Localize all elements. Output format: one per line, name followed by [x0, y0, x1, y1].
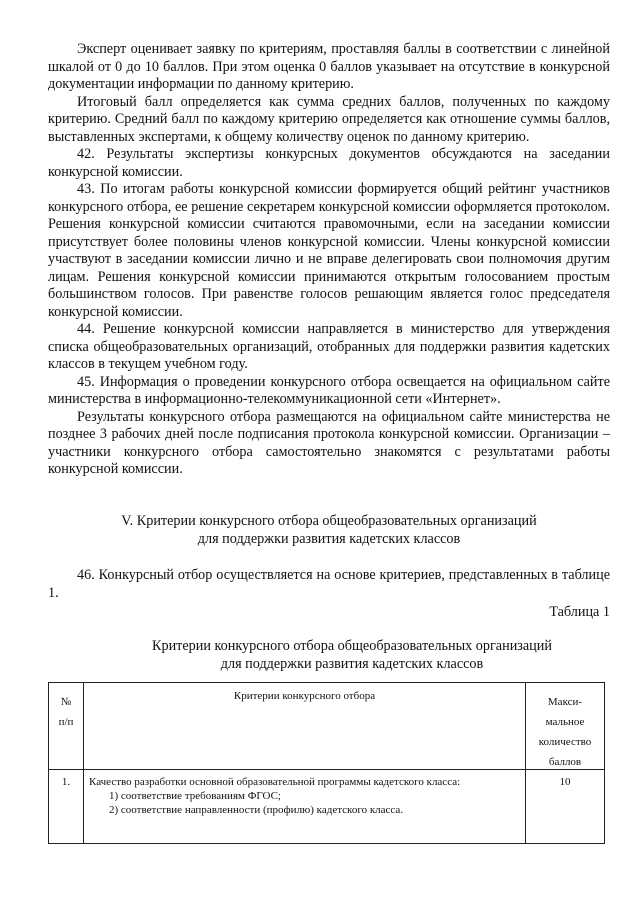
row-max-points	[526, 770, 605, 844]
header-number	[49, 683, 84, 770]
row-criterion-text: Качество разработки основной образовательной программы кадетского класса:	[89, 776, 461, 788]
header-number-line1: №	[60, 696, 72, 708]
criteria-table	[48, 682, 605, 844]
row-number-value: 1.	[61, 776, 71, 788]
row-max-points-value: 10	[559, 776, 571, 788]
paragraph-final-score: Итоговый балл определяется как сумма средних баллов, полученных по каждому критерию. Средний балл по каждому критерию определяется как отношение суммы баллов, выставленных экспертами, к общему количеству оценок по данному критерию.	[48, 93, 610, 145]
header-number-line2: п/п	[58, 716, 74, 728]
paragraph-46: 46. Конкурсный отбор осуществляется на основе критериев, представленных в таблице 1.	[48, 567, 610, 601]
table-header-row	[49, 683, 605, 770]
paragraph-43: 43. По итогам работы конкурсной комиссии формируется общий рейтинг участников конкурсного отбора, ее решение секретарем конкурсной комиссии оформляется протоколом. Решения конкурсной комиссии считаются правомочными, если на заседании комиссии присутствует более половины членов конкурсной комиссии. Члены конкурсной комиссии участвуют в заседании комиссии лично и не вправе делегировать свои полномочия другим лицам. Решения конкурсной комиссии принимаются открытым голосованием простым большинством голосов. При равенстве голосов решающим является голос председателя конкурсной комиссии.	[48, 181, 610, 320]
header-max-line2: мальное	[545, 716, 585, 728]
paragraph-scoring: Эксперт оценивает заявку по критериям, проставляя баллы в соответствии с линейной шкалой от 0 до 10 баллов. При этом оценка 0 баллов указывает на отсутствие в конкурсной документации информации по данному критерию.	[48, 41, 610, 92]
header-max-line1: Макси-	[547, 696, 583, 708]
table-title-line1: Критерии конкурсного отбора общеобразовательных организаций	[152, 638, 552, 654]
table-row	[49, 770, 605, 844]
body-text	[48, 41, 610, 479]
row-number	[49, 770, 84, 844]
section-heading-line2: для поддержки развития кадетских классов	[197, 531, 461, 547]
paragraph-results: Результаты конкурсного отбора размещаются на официальном сайте министерства не позднее 3 рабочих дней после подписания протокола конкурсной комиссии. Организации – участники конкурсного отбора самостоятельно знакомятся с результатами работы конкурсной комиссии.	[48, 408, 610, 477]
paragraph-42: 42. Результаты экспертизы конкурсных документов обсуждаются на заседании конкурсной комиссии.	[48, 146, 610, 180]
header-criterion-label: Критерии конкурсного отбора	[233, 690, 376, 702]
criterion-sub-list	[89, 789, 520, 817]
criterion-sub-item: 1) соответствие требованиям ФГОС;	[109, 790, 281, 802]
header-max-line3: количество	[538, 736, 592, 748]
table-title	[48, 637, 640, 673]
section-heading-line1: V. Критерии конкурсного отбора общеобразовательных организаций	[121, 513, 537, 529]
table-label: Таблица 1	[549, 604, 610, 620]
header-max-points	[526, 683, 605, 770]
row-criterion	[84, 770, 526, 844]
section-heading	[48, 512, 610, 548]
header-max-line4: баллов	[548, 756, 582, 768]
table-title-line2: для поддержки развития кадетских классов	[220, 656, 484, 672]
criterion-sub-item: 2) соответствие направленности (профилю) кадетского класса.	[109, 804, 404, 816]
paragraph-44: 44. Решение конкурсной комиссии направляется в министерство для утверждения списка общеобразовательных организаций, отобранных для поддержки развития кадетских классов в текущем учебном году.	[48, 321, 610, 372]
header-criterion	[84, 683, 526, 770]
paragraph-45: 45. Информация о проведении конкурсного отбора освещается на официальном сайте министерства в информационно-телекоммуникационной сети «Интернет».	[48, 373, 610, 407]
